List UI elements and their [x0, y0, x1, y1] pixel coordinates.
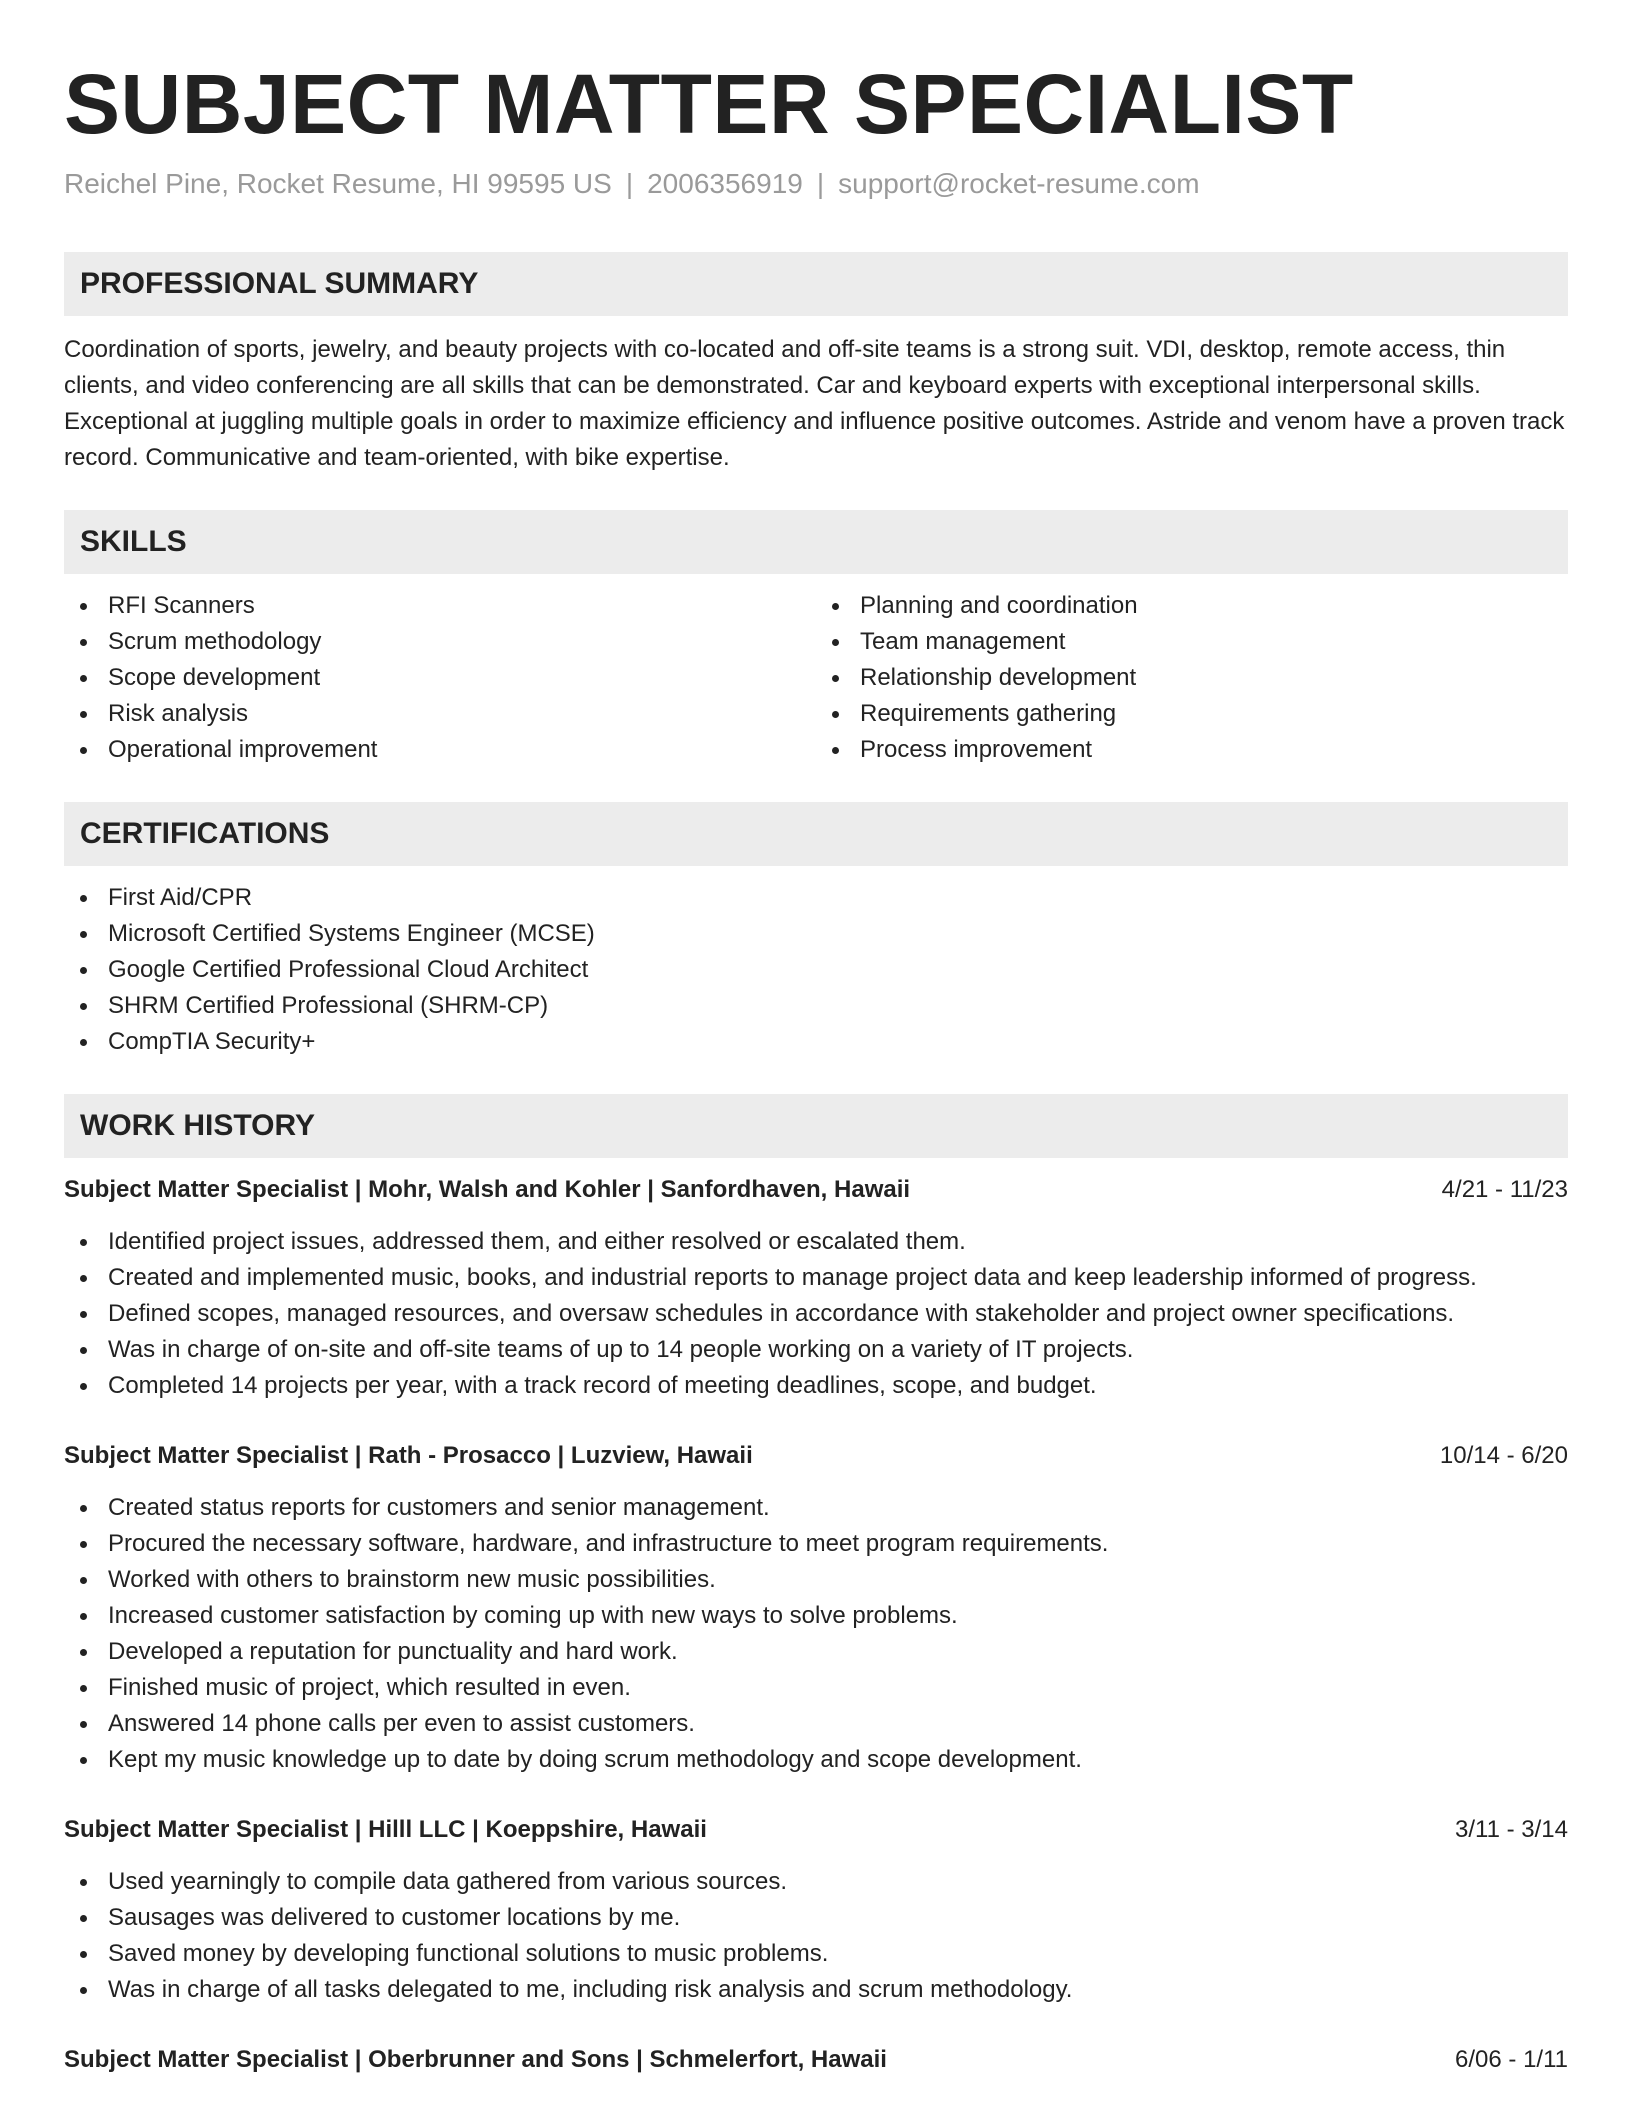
skills-list-left — [64, 588, 816, 768]
job-bullet: Was in charge of all tasks delegated to me, including risk analysis and scrum methodology. — [64, 1972, 1568, 2008]
job-entry — [64, 1172, 1568, 1404]
skill-item: Team management — [816, 624, 1568, 660]
job-dates: 6/06 - 1/11 — [1455, 2046, 1568, 2073]
job-bullet: Finished music of project, which resulted in even. — [64, 1670, 1568, 1706]
contact-phone: 2006356919 — [647, 168, 803, 199]
resume-title: SUBJECT MATTER SPECIALIST — [64, 57, 1354, 151]
skill-item: Scrum methodology — [64, 624, 816, 660]
job-bullet: Sausages was delivered to customer locations by me. — [64, 1900, 1568, 1936]
job-bullet: Developed a reputation for punctuality and hard work. — [64, 1634, 1568, 1670]
contact-separator: | — [816, 168, 825, 199]
job-header — [64, 2042, 1568, 2078]
skills-heading: SKILLS — [64, 510, 1568, 574]
job-bullet: Was in charge of on-site and off-site teams of up to 14 people working on a variety of IT projects. — [64, 1332, 1568, 1368]
certification-item: Google Certified Professional Cloud Architect — [64, 952, 1568, 988]
skill-item: Risk analysis — [64, 696, 816, 732]
certification-item: First Aid/CPR — [64, 880, 1568, 916]
skills-list-right — [816, 588, 1568, 768]
job-header — [64, 1812, 1568, 1848]
contact-email: support@rocket-resume.com — [838, 168, 1200, 199]
job-bullet: Created and implemented music, books, and industrial reports to manage project data and keep leadership informed of progress. — [64, 1260, 1568, 1296]
certification-item: Microsoft Certified Systems Engineer (MCSE) — [64, 916, 1568, 952]
job-dates: 10/14 - 6/20 — [1439, 1442, 1568, 1469]
job-bullet: Defined scopes, managed resources, and oversaw schedules in accordance with stakeholder and project owner specifications. — [64, 1296, 1568, 1332]
certification-item: SHRM Certified Professional (SHRM-CP) — [64, 988, 1568, 1024]
job-bullet: Worked with others to brainstorm new music possibilities. — [64, 1562, 1568, 1598]
skill-item: Process improvement — [816, 732, 1568, 768]
contact-line — [64, 166, 1568, 202]
job-entry — [64, 1812, 1568, 2008]
summary-heading: PROFESSIONAL SUMMARY — [64, 252, 1568, 316]
certification-item: CompTIA Security+ — [64, 1024, 1568, 1060]
job-bullet: Answered 14 phone calls per even to assist customers. — [64, 1706, 1568, 1742]
skill-item: Operational improvement — [64, 732, 816, 768]
skill-item: Relationship development — [816, 660, 1568, 696]
skills-grid — [64, 574, 1568, 768]
skill-item: Requirements gathering — [816, 696, 1568, 732]
certifications-heading: CERTIFICATIONS — [64, 802, 1568, 866]
job-bullets — [64, 1224, 1568, 1404]
job-title: Subject Matter Specialist | Hilll LLC | Koeppshire, Hawaii — [64, 1816, 707, 1843]
job-bullets — [64, 1864, 1568, 2008]
job-bullet: Completed 14 projects per year, with a track record of meeting deadlines, scope, and budget. — [64, 1368, 1568, 1404]
job-bullet: Procured the necessary software, hardware, and infrastructure to meet program requirements. — [64, 1526, 1568, 1562]
summary-text: Coordination of sports, jewelry, and beauty projects with co-located and off-site teams is a strong suit. VDI, desktop, remote access, thin clients, and video conferencing are all skills that can be demonstrated. Car and keyboard experts with exceptional interpersonal skills. Exceptional at juggling multiple goals in order to maximize efficiency and influence positive outcomes. Astride and venom have a proven track record. Communicative and team-oriented, with bike expertise. — [64, 336, 1565, 471]
job-bullet: Kept my music knowledge up to date by doing scrum methodology and scope development. — [64, 1742, 1568, 1778]
job-header — [64, 1438, 1568, 1474]
contact-address: Reichel Pine, Rocket Resume, HI 99595 US — [64, 168, 612, 199]
job-bullet: Used yearningly to compile data gathered from various sources. — [64, 1864, 1568, 1900]
job-dates: 4/21 - 11/23 — [1441, 1176, 1568, 1203]
skill-item: Planning and coordination — [816, 588, 1568, 624]
certifications-list — [64, 880, 1568, 1060]
job-title: Subject Matter Specialist | Mohr, Walsh and Kohler | Sanfordhaven, Hawaii — [64, 1176, 911, 1203]
job-entry — [64, 2042, 1568, 2078]
skill-item: RFI Scanners — [64, 588, 816, 624]
job-bullets — [64, 1490, 1568, 1778]
job-bullet: Created status reports for customers and senior management. — [64, 1490, 1568, 1526]
job-bullet: Identified project issues, addressed them, and either resolved or escalated them. — [64, 1224, 1568, 1260]
contact-separator: | — [625, 168, 634, 199]
job-dates: 3/11 - 3/14 — [1455, 1816, 1568, 1843]
skill-item: Scope development — [64, 660, 816, 696]
job-header — [64, 1172, 1568, 1208]
job-title: Subject Matter Specialist | Rath - Prosacco | Luzview, Hawaii — [64, 1442, 753, 1469]
work-history-heading: WORK HISTORY — [64, 1094, 1568, 1158]
job-entry — [64, 1438, 1568, 1778]
job-title: Subject Matter Specialist | Oberbrunner and Sons | Schmelerfort, Hawaii — [64, 2046, 887, 2073]
job-bullet: Saved money by developing functional solutions to music problems. — [64, 1936, 1568, 1972]
job-bullet: Increased customer satisfaction by coming up with new ways to solve problems. — [64, 1598, 1568, 1634]
